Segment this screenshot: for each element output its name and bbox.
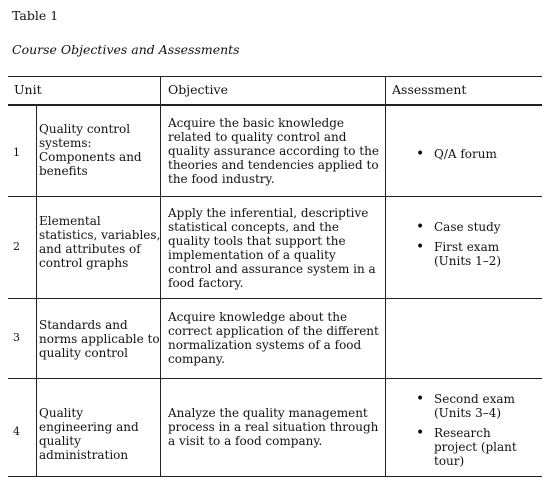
row2-number: 2	[13, 240, 20, 253]
rule-row3	[8, 378, 542, 379]
row1-assessments	[408, 147, 538, 167]
rule-col1	[160, 76, 161, 105]
rule-header	[8, 104, 542, 106]
header-assessment: Assessment	[392, 82, 467, 97]
row4-assessment-item: • Second exam (Units 3–4)	[408, 392, 518, 420]
row2-assessments	[408, 220, 520, 274]
rule-unit-num	[36, 105, 37, 476]
rule-bottom	[8, 476, 542, 477]
row3-objective: Acquire knowledge about the correct application of the different normalization systems of a food company.	[168, 310, 379, 366]
rule-top	[8, 76, 542, 77]
rule-unit-obj	[160, 105, 161, 476]
row2-objective: Apply the inferential, descriptive statistical concepts, and the quality tools that support the implementation of a quality control and assurance system in a food factory.	[168, 206, 376, 290]
rule-col2	[385, 76, 386, 105]
row4-unit: Quality engineering and quality administration	[39, 406, 139, 462]
row4-objective: Analyze the quality management process in a real situation through a visit to a food company.	[168, 406, 379, 448]
row1-assessment-item: • Q/A forum	[408, 147, 538, 161]
header-objective: Objective	[168, 82, 229, 97]
row4-number: 4	[13, 425, 20, 438]
table-title: Course Objectives and Assessments	[12, 42, 240, 57]
rule-row1	[8, 196, 542, 197]
row4-assessments	[408, 392, 518, 474]
header-unit: Unit	[14, 82, 42, 97]
row2-unit: Elemental statistics, variables, and attributes of control graphs	[39, 214, 161, 270]
row2-assessment-item: • Case study	[408, 220, 520, 234]
objectives-table	[8, 76, 542, 477]
row1-unit: Quality control systems: Components and benefits	[39, 122, 142, 178]
rule-row2	[8, 298, 542, 299]
row3-unit: Standards and norms applicable to quality control	[39, 318, 160, 360]
row3-number: 3	[13, 331, 20, 344]
row1-objective: Acquire the basic knowledge related to quality control and quality assurance according to the theories and tendencies applied to the food industry.	[168, 116, 379, 186]
row1-number: 1	[13, 146, 20, 159]
rule-obj-assess	[385, 105, 386, 476]
table-label: Table 1	[12, 8, 59, 23]
row4-assessment-item: • Research project (plant tour)	[408, 426, 518, 468]
row2-assessment-item: • First exam (Units 1–2)	[408, 240, 520, 268]
